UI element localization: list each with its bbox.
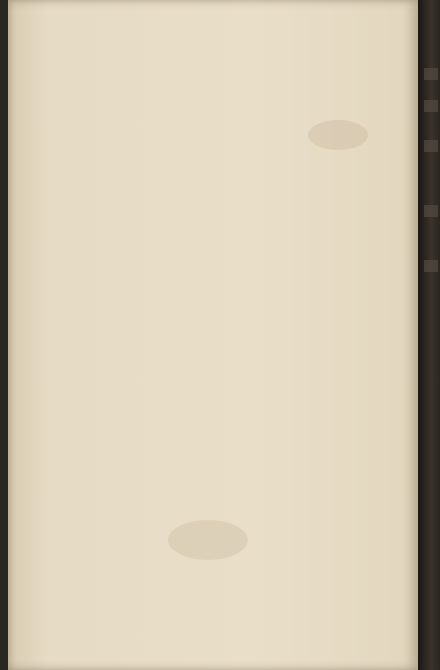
next-page-edge [418, 0, 440, 670]
paper-stain [308, 120, 368, 150]
running-header [104, 30, 112, 51]
book-page [8, 0, 418, 670]
paper-stain [168, 520, 248, 560]
